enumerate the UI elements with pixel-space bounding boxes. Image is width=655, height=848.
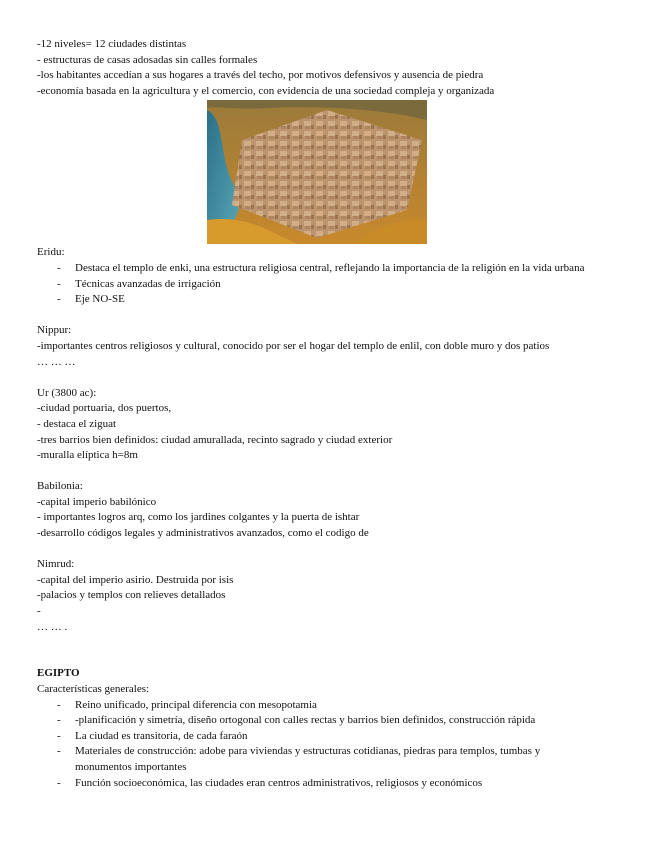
list-item: - Reino unificado, principal diferencia con mesopotamia	[37, 698, 597, 714]
list-item: - Técnicas avanzadas de irrigación	[37, 277, 597, 293]
nimrud-heading: Nimrud:	[37, 558, 75, 571]
nippur-line: … … …	[37, 355, 76, 368]
egipto-list	[37, 698, 597, 792]
intro-line: -12 niveles= 12 ciudades distintas	[37, 38, 187, 50]
list-item: - Materiales de construcción: adobe para viviendas y estructuras cotidianas, piedras para templos, tumbas y monumentos importantes	[37, 744, 597, 775]
eridu-list	[37, 261, 597, 308]
nimrud-line: … … .	[37, 620, 68, 633]
eridu-heading: Eridu:	[37, 246, 65, 259]
intro-line: -los habitantes accedían a sus hogares a través del techo, por motivos defensivos y ausencia de piedra	[37, 69, 484, 82]
babilonia-line: -capital imperio babilónico	[37, 495, 157, 508]
nimrud-line: -	[37, 605, 41, 618]
image-container	[37, 100, 597, 244]
egipto-title: EGIPTO	[37, 667, 80, 680]
nippur-line: -importantes centros religiosos y cultural, conocido por ser el hogar del templo de enlil, con doble muro y dos patios	[37, 339, 550, 352]
nippur-heading: Nippur:	[37, 324, 72, 337]
intro-line: -economía basada en la agricultura y el comercio, con evidencia de una sociedad compleja y organizada	[37, 84, 495, 97]
egipto-subheading: Características generales:	[37, 683, 150, 695]
ur-line: -ciudad portuaria, dos puertos,	[37, 402, 172, 415]
list-item: - Eje NO-SE	[37, 292, 597, 308]
ur-line: - destaca el ziguat	[37, 417, 117, 430]
list-item: - Función socioeconómica, las ciudades eran centros administrativos, religiosos y económicos	[37, 776, 597, 792]
aerial-ancient-city-photo	[207, 100, 427, 244]
list-item: - -planificación y simetría, diseño ortogonal con calles rectas y barrios bien definidos, construcción rápida	[37, 713, 597, 729]
babilonia-heading: Babilonia:	[37, 480, 83, 493]
list-item: - Destaca el templo de enki, una estructura religiosa central, reflejando la importancia de la religión en la vida urbana	[37, 261, 597, 277]
intro-line: - estructuras de casas adosadas sin calles formales	[37, 53, 258, 66]
nimrud-line: -palacios y templos con relieves detallados	[37, 589, 226, 602]
babilonia-line: -desarrollo códigos legales y administrativos avanzados, como el codigo de	[37, 527, 369, 540]
ur-line: -tres barrios bien definidos: ciudad amurallada, recinto sagrado y ciudad exterior	[37, 433, 393, 446]
babilonia-line: - importantes logros arq, como los jardines colgantes y la puerta de ishtar	[37, 511, 360, 524]
document-page	[37, 37, 597, 791]
ur-heading: Ur (3800 ac):	[37, 386, 97, 399]
ur-line: -muralla elíptica h=8m	[37, 449, 138, 462]
nimrud-line: -capital del imperio asirio. Destruida por isis	[37, 573, 234, 586]
list-item: - La ciudad es transitoria, de cada faraón	[37, 729, 597, 745]
